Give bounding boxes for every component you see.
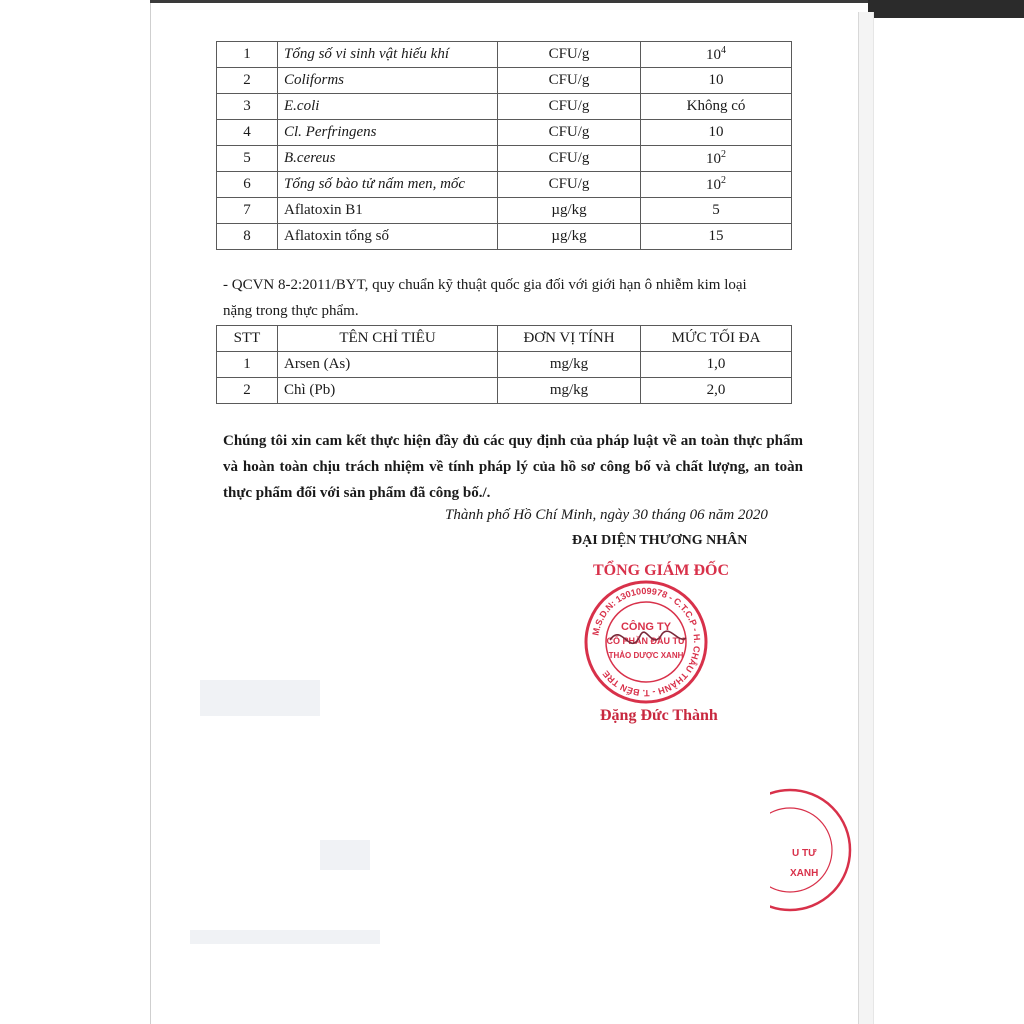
svg-text:THẢO DƯỢC XANH: THẢO DƯỢC XANH [608,651,684,660]
signer-name: Đặng Đức Thành [600,707,718,724]
header-stt: STT [217,326,278,352]
cell-name: E.coli [278,94,498,120]
representative-heading: ĐẠI DIỆN THƯƠNG NHÂN [572,533,748,548]
table-header-row [217,326,792,352]
cell-unit: CFU/g [498,172,641,198]
svg-text:XANH: XANH [790,868,819,879]
cell-stt: 6 [217,172,278,198]
cell-name: B.cereus [278,146,498,172]
cell-name: Aflatoxin tổng số [278,224,498,250]
cell-unit: CFU/g [498,42,641,68]
microbial-limits-table [216,41,792,250]
scan-margin-left [0,0,150,1024]
limit-value: 10 [706,177,721,193]
cell-unit: CFU/g [498,94,641,120]
header-unit: ĐƠN VỊ TÍNH [498,326,641,352]
cell-name: Aflatoxin B1 [278,198,498,224]
limit-value: 10 [708,124,724,140]
cell-stt: 7 [217,198,278,224]
cell-stt: 2 [217,378,278,404]
cell-limit [641,146,792,172]
position-title: TỔNG GIÁM ĐỐC [593,562,729,579]
cell-stt: 3 [217,94,278,120]
cell-limit [641,172,792,198]
scan-smudge [200,680,320,716]
cell-limit [641,94,792,120]
page-edge [150,0,151,1024]
cell-unit: µg/kg [498,198,641,224]
table-row [217,68,792,94]
table-row [217,172,792,198]
limit-value: 15 [708,228,724,244]
cell-stt: 5 [217,146,278,172]
cell-unit: CFU/g [498,146,641,172]
cell-unit: µg/kg [498,224,641,250]
cell-unit: mg/kg [498,378,641,404]
table-row [217,94,792,120]
svg-text:M.S.D.N: 1301009978 - C.T.C.P: M.S.D.N: 1301009978 - C.T.C.P - H. CHÂU THÀNH - T. BẾN TRE [590,585,703,699]
table-row [217,120,792,146]
cell-stt: 8 [217,224,278,250]
cell-name: Coliforms [278,68,498,94]
table-row [217,224,792,250]
heavy-metal-limits-table [216,325,792,404]
cell-stt: 2 [217,68,278,94]
svg-text:U TƯ: U TƯ [792,848,817,859]
cell-stt: 1 [217,352,278,378]
cell-unit: mg/kg [498,352,641,378]
date-line: Thành phố Hồ Chí Minh, ngày 30 tháng 06 năm 2020 [445,507,768,523]
cell-limit [641,198,792,224]
commitment-paragraph: Chúng tôi xin cam kết thực hiện đầy đủ các quy định của pháp luật về an toàn thực phẩm và hoàn toàn chịu trách nhiệm về tính pháp lý của hồ sơ công bố và chất lượng, an toàn thực phẩm đối với sản phẩm đã công bố./. [223,433,803,501]
table-row [217,352,792,378]
svg-text:CÔNG TY: CÔNG TY [620,621,672,633]
scan-top-right-edge [868,0,1024,18]
company-seal [582,578,710,706]
cell-stt: 1 [217,42,278,68]
cell-name: Cl. Perfringens [278,120,498,146]
cell-stt: 4 [217,120,278,146]
cell-unit: CFU/g [498,68,641,94]
table-row [217,146,792,172]
scan-smudge [190,930,380,944]
limit-value: Không có [686,98,746,114]
table-row [217,378,792,404]
limit-value: 10 [708,72,724,88]
partial-seal-next-page [770,784,870,914]
svg-text:CỔ PHẦN ĐẦU TƯ: CỔ PHẦN ĐẦU TƯ [606,636,686,646]
cell-limit [641,224,792,250]
cell-max: 2,0 [641,378,792,404]
scan-smudge [320,840,370,870]
limit-exponent: 2 [721,149,726,160]
limit-value: 10 [706,47,721,63]
cell-limit [641,42,792,68]
scan-top-edge [150,0,870,3]
header-name: TÊN CHỈ TIÊU [278,326,498,352]
regulation-line-1: - QCVN 8-2:2011/BYT, quy chuẩn kỹ thuật quốc gia đối với giới hạn ô nhiễm kim loại [223,277,747,293]
limit-exponent: 2 [721,175,726,186]
cell-name: Arsen (As) [278,352,498,378]
cell-max: 1,0 [641,352,792,378]
cell-name: Tổng số bào tử nấm men, mốc [278,172,498,198]
table-row [217,42,792,68]
cell-unit: CFU/g [498,120,641,146]
table-row [217,198,792,224]
limit-value: 10 [706,151,721,167]
limit-value: 5 [712,202,720,218]
cell-name: Tổng số vi sinh vật hiếu khí [278,42,498,68]
cell-limit [641,68,792,94]
cell-limit [641,120,792,146]
regulation-line-2: nặng trong thực phẩm. [223,303,359,319]
limit-exponent: 4 [721,45,726,56]
cell-name: Chì (Pb) [278,378,498,404]
header-max: MỨC TỐI ĐA [641,326,792,352]
